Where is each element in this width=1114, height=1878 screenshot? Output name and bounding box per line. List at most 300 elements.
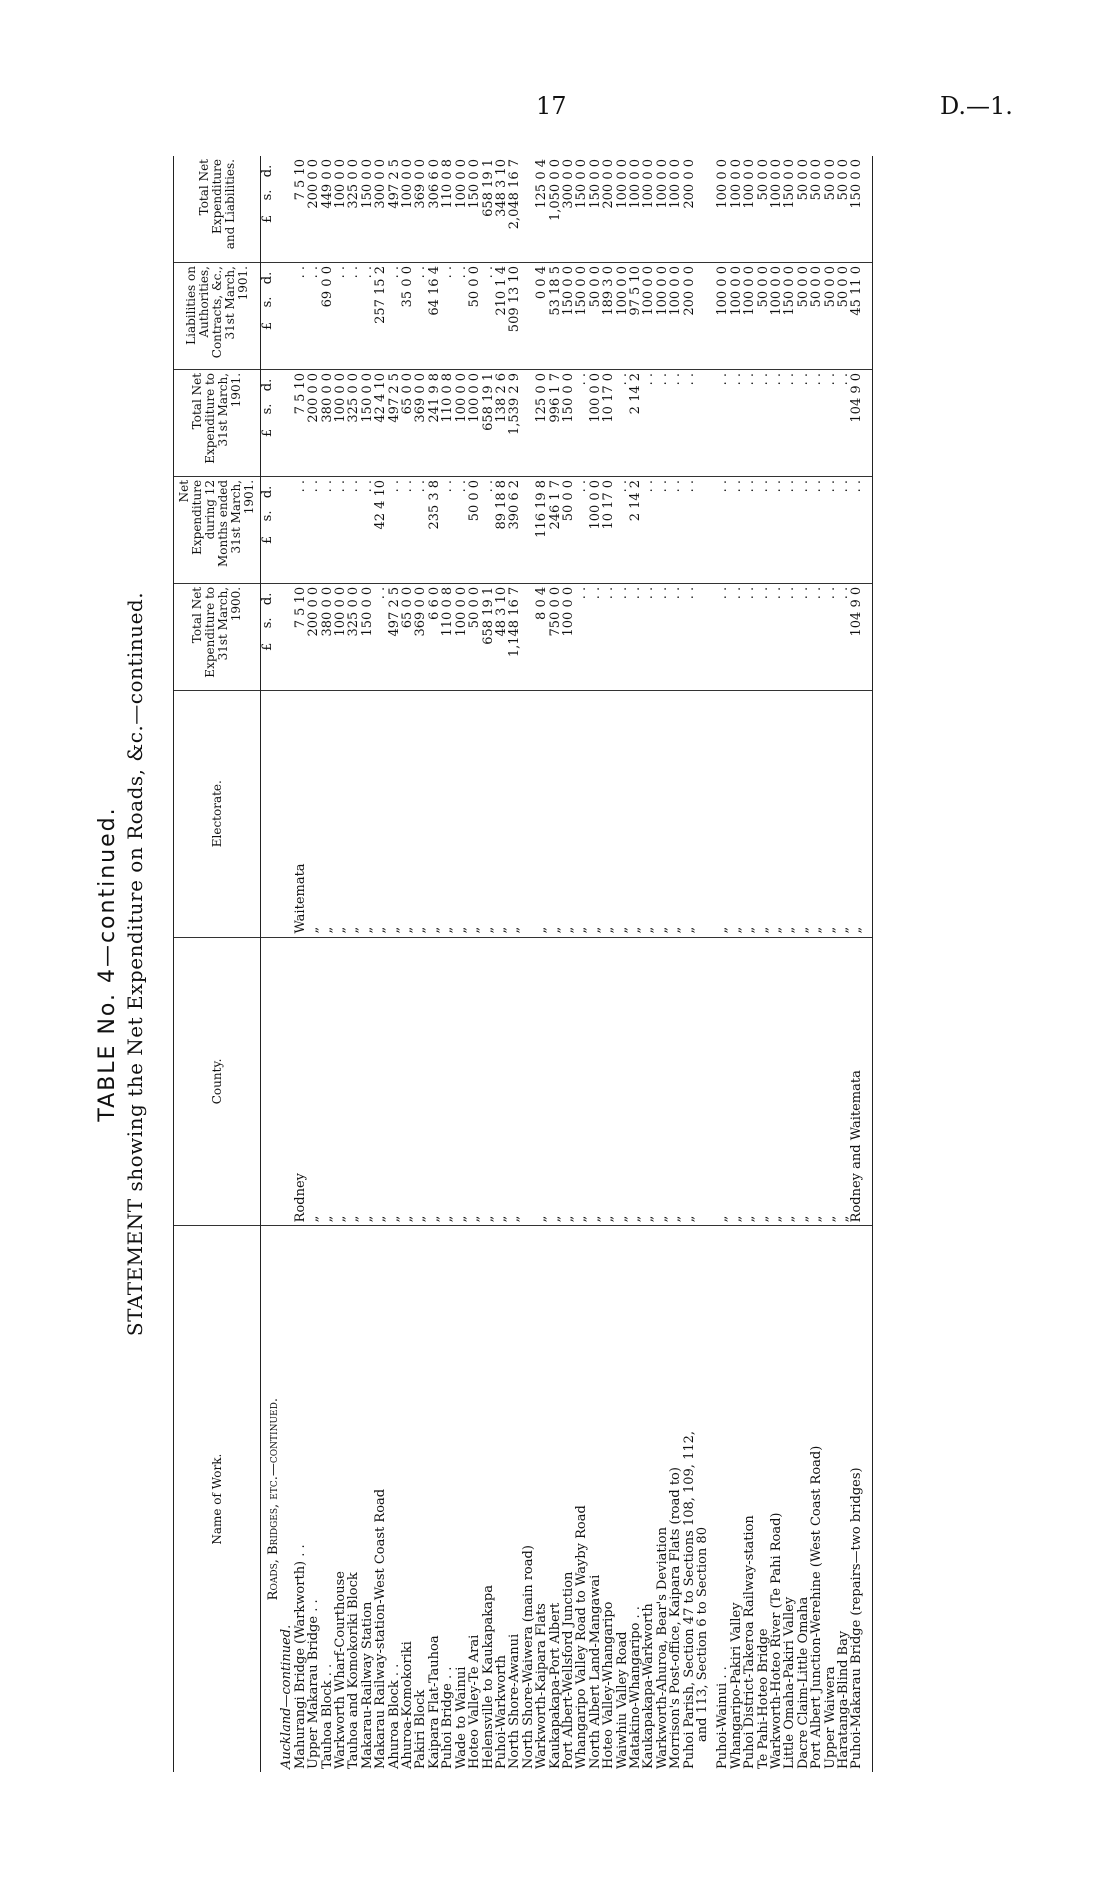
liabilities-cell: 100 0 0 [730, 263, 743, 370]
units-row [261, 156, 281, 1772]
county-cell: „ [441, 937, 454, 1226]
work-name-cell: Morrison's Post-office, Kaipara Flats (road to) [668, 1467, 684, 1769]
net-12-months-cell: 235 3 8 [428, 476, 441, 583]
net-12-months-cell: . . [669, 476, 682, 583]
total-with-liabilities-cell: 100 0 0 [770, 156, 783, 263]
total-1901-cell: 10 17 0 [602, 369, 615, 476]
section-title: Roads, Bridges, etc.—continued. [266, 1398, 281, 1601]
county-cell: „ [642, 937, 655, 1226]
total-1900-cell: . . [824, 583, 837, 690]
total-with-liabilities-cell: 369 0 0 [414, 156, 427, 263]
table-row [334, 156, 347, 1772]
total-1901-cell: 100 0 0 [468, 369, 481, 476]
table-row [388, 156, 401, 1772]
total-with-liabilities-cell: 658 19 1 [482, 156, 495, 263]
units-cell: £s.d. [261, 583, 281, 690]
electorate-cell: „ [575, 690, 588, 937]
header-total-1901: Total Net Expenditure to 31st March, 1901. [174, 369, 261, 476]
total-1901-cell: 65 0 0 [401, 369, 414, 476]
table-row [850, 156, 872, 1772]
work-name-cell: Puhoi-Makarau Bridge (repairs—two bridges) [850, 1226, 872, 1772]
total-1900-cell: . . [797, 583, 810, 690]
county-cell: „ [334, 937, 347, 1226]
net-12-months-cell: . . [334, 476, 347, 583]
liabilities-cell: 100 0 0 [669, 263, 682, 370]
liabilities-cell: 150 0 0 [562, 263, 575, 370]
liabilities-cell: 50 0 0 [468, 263, 481, 370]
work-name-cell: Hoteo Valley-Te Arai [467, 1634, 483, 1769]
county-cell: „ [455, 937, 468, 1226]
table-row [824, 156, 837, 1772]
liabilities-cell: 509 13 10 [508, 263, 521, 370]
net-12-months-cell: . . [797, 476, 810, 583]
total-1900-cell: 750 0 0 [549, 583, 562, 690]
liabilities-cell: 50 0 0 [837, 263, 850, 370]
total-with-liabilities-cell: 100 0 0 [642, 156, 655, 263]
total-with-liabilities-cell: 150 0 0 [850, 156, 872, 263]
work-name-cell: Puhoi District-Takeroa Railway-station [742, 1515, 758, 1769]
work-name-cell: Ahuroa Block . . [386, 1663, 402, 1769]
total-1900-cell: . . [656, 583, 669, 690]
net-12-months-cell: . . [455, 476, 468, 583]
liabilities-cell [522, 263, 535, 370]
total-with-liabilities-cell: 50 0 0 [810, 156, 823, 263]
total-1900-cell: 100 0 0 [334, 583, 347, 690]
total-1900-cell [522, 583, 535, 690]
electorate-cell: „ [683, 690, 696, 937]
electorate-cell: „ [414, 690, 427, 937]
total-1900-cell [696, 583, 709, 690]
total-1900-cell: 65 0 0 [401, 583, 414, 690]
net-12-months-cell: . . [783, 476, 796, 583]
total-1900-cell: . . [629, 583, 642, 690]
work-name-cell: North Shore-Awanui [507, 1633, 523, 1769]
net-12-months-cell: . . [683, 476, 696, 583]
table-row [797, 156, 810, 1772]
work-name-cell: Ahuroa-Komokoriki [400, 1641, 416, 1769]
total-with-liabilities-cell: 100 0 0 [401, 156, 414, 263]
liabilities-cell: . . [361, 263, 374, 370]
work-name-cell: North Shore-Waiwera (main road) [520, 1545, 536, 1769]
electorate-cell: „ [730, 690, 743, 937]
total-1900-cell: . . [810, 583, 823, 690]
work-name-cell: North Albert Land-Mangawai [587, 1574, 603, 1769]
total-1900-cell: . . [616, 583, 629, 690]
county-cell: „ [629, 937, 642, 1226]
total-1900-cell: . . [730, 583, 743, 690]
liabilities-cell: 50 0 0 [797, 263, 810, 370]
county-cell: „ [347, 937, 360, 1226]
electorate-cell: „ [642, 690, 655, 937]
work-name-cell: Puhoi-Wainui . . [715, 1666, 731, 1769]
work-name-cell: Kaipara Flat-Tauhoa [426, 1635, 442, 1769]
work-name-cell: Helensville to Kaukapakapa [480, 1585, 496, 1769]
header-electorate: Electorate. [174, 690, 261, 937]
table-row [757, 156, 770, 1772]
table-row [602, 156, 615, 1772]
electorate-cell: „ [321, 690, 334, 937]
total-1901-cell: . . [730, 369, 743, 476]
total-1901-cell: . . [669, 369, 682, 476]
total-1900-cell: . . [770, 583, 783, 690]
total-1901-cell: . . [837, 369, 850, 476]
header-county: County. [174, 937, 261, 1226]
total-with-liabilities-cell: 100 0 0 [730, 156, 743, 263]
county-cell [522, 937, 535, 1226]
liabilities-cell: 69 0 0 [321, 263, 334, 370]
total-with-liabilities-cell: 449 0 0 [321, 156, 334, 263]
net-12-months-cell: 89 18 8 [495, 476, 508, 583]
work-name-cell: Warkworth-Hoteo River (Te Pahi Road) [769, 1512, 785, 1769]
electorate-cell: „ [428, 690, 441, 937]
table-row [656, 156, 669, 1772]
table-row [783, 156, 796, 1772]
total-1901-cell: 497 2 5 [388, 369, 401, 476]
total-with-liabilities-cell: 100 0 0 [656, 156, 669, 263]
total-1901-cell: 104 9 0 [850, 369, 872, 476]
electorate-cell: „ [602, 690, 615, 937]
total-1900-cell: . . [602, 583, 615, 690]
table-row [683, 156, 696, 1772]
liabilities-cell: 200 0 0 [683, 263, 696, 370]
units-cell: £s.d. [261, 369, 281, 476]
net-12-months-cell: . . [824, 476, 837, 583]
liabilities-cell: 100 0 0 [642, 263, 655, 370]
table-row [347, 156, 360, 1772]
electorate-cell: „ [495, 690, 508, 937]
electorate-cell: „ [468, 690, 481, 937]
total-with-liabilities-cell: 348 3 10 [495, 156, 508, 263]
electorate-cell: „ [824, 690, 837, 937]
table-row [629, 156, 642, 1772]
work-name-cell: Whangaripo-Pakiri Valley [728, 1602, 744, 1769]
units-cell: £s.d. [261, 476, 281, 583]
total-1901-cell: . . [757, 369, 770, 476]
electorate-cell: „ [757, 690, 770, 937]
table-row [508, 156, 521, 1772]
header-name-of-work: Name of Work. [174, 1226, 261, 1772]
net-12-months-cell: . . [482, 476, 495, 583]
liabilities-cell: 189 3 0 [602, 263, 615, 370]
net-12-months-cell: 10 17 0 [602, 476, 615, 583]
county-cell: „ [428, 937, 441, 1226]
electorate-cell: „ [361, 690, 374, 937]
net-12-months-cell: 390 6 2 [508, 476, 521, 583]
total-1901-cell: . . [810, 369, 823, 476]
total-with-liabilities-cell: 150 0 0 [361, 156, 374, 263]
total-1900-cell: 7 5 10 [294, 583, 307, 690]
liabilities-cell: . . [294, 263, 307, 370]
total-1901-cell: . . [783, 369, 796, 476]
table-row [428, 156, 441, 1772]
table-row [616, 156, 629, 1772]
work-name-cell: Whangaripo Valley Road to Wayby Road [574, 1505, 590, 1769]
table-row [709, 156, 729, 1772]
liabilities-cell: . . [414, 263, 427, 370]
electorate-cell: „ [441, 690, 454, 937]
work-name-cell: Makarau Railway-station-West Coast Road [373, 1488, 389, 1769]
liabilities-cell: . . [334, 263, 347, 370]
total-1900-cell: 48 3 10 [495, 583, 508, 690]
total-with-liabilities-cell: 50 0 0 [837, 156, 850, 263]
page-number: 17 [536, 92, 567, 120]
liabilities-cell: 257 15 2 [374, 263, 387, 370]
total-1900-cell: . . [589, 583, 602, 690]
county-cell: „ [683, 937, 696, 1226]
net-12-months-cell [522, 476, 535, 583]
table-row [669, 156, 682, 1772]
total-with-liabilities-cell: 100 0 0 [629, 156, 642, 263]
total-with-liabilities-cell: 2,048 16 7 [508, 156, 521, 263]
liabilities-cell: 97 5 10 [629, 263, 642, 370]
total-1901-cell: . . [797, 369, 810, 476]
electorate-cell: „ [743, 690, 756, 937]
total-1900-cell: 104 9 0 [850, 583, 872, 690]
net-12-months-cell [696, 476, 709, 583]
table-row [575, 156, 588, 1772]
net-12-months-cell: . . [321, 476, 334, 583]
total-1901-cell: 42 4 10 [374, 369, 387, 476]
units-cell: £s.d. [261, 156, 281, 263]
total-1900-cell: 380 0 0 [321, 583, 334, 690]
total-1900-cell: 200 0 0 [307, 583, 320, 690]
electorate-cell: „ [783, 690, 796, 937]
net-12-months-cell: . . [388, 476, 401, 583]
net-12-months-cell: . . [414, 476, 427, 583]
total-1900-cell: 100 0 0 [562, 583, 575, 690]
liabilities-cell: 50 0 0 [824, 263, 837, 370]
county-cell: „ [656, 937, 669, 1226]
total-1901-cell: 150 0 0 [361, 369, 374, 476]
document-reference: D.—1. [940, 92, 1013, 120]
electorate-cell: „ [669, 690, 682, 937]
county-cell: „ [757, 937, 770, 1226]
work-name-cell: Port Albert Junction-Werehine (West Coast Road) [809, 1445, 825, 1769]
liabilities-cell: . . [482, 263, 495, 370]
county-cell: „ [824, 937, 837, 1226]
table-row [730, 156, 743, 1772]
total-with-liabilities-cell: 110 0 8 [441, 156, 454, 263]
table-row [401, 156, 414, 1772]
electorate-cell: „ [589, 690, 602, 937]
county-cell: „ [495, 937, 508, 1226]
total-1901-cell: 996 1 7 [549, 369, 562, 476]
district-title: Auckland—continued. [279, 1624, 295, 1769]
liabilities-cell: 50 0 0 [589, 263, 602, 370]
table-row [589, 156, 602, 1772]
header-net-12-months: Net Expenditure during 12 Months ended 31st March, 1901. [174, 476, 261, 583]
table-number-caption: TABLE No. 4—continued. [95, 806, 120, 1122]
table-row [743, 156, 756, 1772]
county-cell: „ [797, 937, 810, 1226]
liabilities-cell: 210 1 4 [495, 263, 508, 370]
total-1901-cell: 110 0 8 [441, 369, 454, 476]
work-name-cell: Makarau-Railway Station [359, 1601, 375, 1769]
electorate-cell: „ [334, 690, 347, 937]
liabilities-cell: . . [307, 263, 320, 370]
electorate-cell: „ [549, 690, 562, 937]
table-row [495, 156, 508, 1772]
total-with-liabilities-cell: 100 0 0 [616, 156, 629, 263]
total-with-liabilities-cell: 306 6 0 [428, 156, 441, 263]
electorate-cell [522, 690, 535, 937]
county-cell: „ [549, 937, 562, 1226]
liabilities-cell [696, 263, 709, 370]
county-cell: „ [508, 937, 521, 1226]
total-1900-cell: 150 0 0 [361, 583, 374, 690]
total-1901-cell: 100 0 0 [455, 369, 468, 476]
net-12-months-cell: 100 0 0 [589, 476, 602, 583]
county-cell: „ [602, 937, 615, 1226]
net-12-months-cell: . . [743, 476, 756, 583]
net-12-months-cell: . . [642, 476, 655, 583]
total-with-liabilities-cell: 100 0 0 [709, 156, 729, 263]
electorate-cell: „ [535, 690, 548, 937]
total-1900-cell: 325 0 0 [347, 583, 360, 690]
total-1900-cell: 100 0 0 [455, 583, 468, 690]
liabilities-cell: 35 0 0 [401, 263, 414, 370]
total-1901-cell: 100 0 0 [589, 369, 602, 476]
table-row [522, 156, 535, 1772]
total-with-liabilities-cell: 100 0 0 [743, 156, 756, 263]
header-liabilities: Liabilities on Authorities, Contracts, &c., 31st March, 1901. [174, 263, 261, 370]
district-row [280, 156, 293, 1772]
table-row [696, 156, 709, 1772]
total-with-liabilities-cell: 200 0 0 [683, 156, 696, 263]
county-cell: „ [575, 937, 588, 1226]
total-1900-cell: 110 0 8 [441, 583, 454, 690]
total-1900-cell: 50 0 0 [468, 583, 481, 690]
total-1900-cell: . . [374, 583, 387, 690]
table-row [770, 156, 783, 1772]
county-cell: „ [783, 937, 796, 1226]
liabilities-cell: 53 18 5 [549, 263, 562, 370]
work-name-cell: and 113, Section 6 to Section 80 [695, 1527, 710, 1742]
total-1901-cell: 2 14 2 [629, 369, 642, 476]
liabilities-cell: . . [388, 263, 401, 370]
total-1900-cell: 369 0 0 [414, 583, 427, 690]
liabilities-cell: 100 0 0 [616, 263, 629, 370]
total-1900-cell: 658 19 1 [482, 583, 495, 690]
net-12-months-cell: 246 1 7 [549, 476, 562, 583]
electorate-cell: „ [374, 690, 387, 937]
total-with-liabilities-cell [522, 156, 535, 263]
total-1900-cell: . . [783, 583, 796, 690]
table-row [468, 156, 481, 1772]
county-cell [696, 937, 709, 1226]
total-1901-cell: 658 19 1 [482, 369, 495, 476]
liabilities-cell: . . [441, 263, 454, 370]
total-1900-cell: . . [642, 583, 655, 690]
total-1900-cell: 1,148 16 7 [508, 583, 521, 690]
net-12-months-cell: . . [770, 476, 783, 583]
county-cell: „ [770, 937, 783, 1226]
liabilities-cell: 45 11 0 [850, 263, 872, 370]
county-cell: „ [616, 937, 629, 1226]
total-1901-cell: . . [656, 369, 669, 476]
net-12-months-cell: . . [294, 476, 307, 583]
electorate-cell: „ [482, 690, 495, 937]
net-12-months-cell: . . [575, 476, 588, 583]
total-1901-cell: . . [770, 369, 783, 476]
total-with-liabilities-cell: 50 0 0 [797, 156, 810, 263]
electorate-cell: „ [770, 690, 783, 937]
net-12-months-cell: . . [656, 476, 669, 583]
county-cell: „ [562, 937, 575, 1226]
table-row [562, 156, 575, 1772]
total-1901-cell: 325 0 0 [347, 369, 360, 476]
total-with-liabilities-cell [696, 156, 709, 263]
liabilities-cell: . . [455, 263, 468, 370]
county-cell: „ [810, 937, 823, 1226]
units-cell: £s.d. [261, 263, 281, 370]
electorate-cell: „ [562, 690, 575, 937]
county-cell: „ [468, 937, 481, 1226]
county-cell: „ [414, 937, 427, 1226]
total-1900-cell: 8 0 4 [535, 583, 548, 690]
net-12-months-cell: . . [730, 476, 743, 583]
work-name-cell: Hoteo Valley-Whangaripo [601, 1601, 617, 1769]
work-name-cell: Wade to Wainui [453, 1666, 469, 1769]
liabilities-cell: 100 0 0 [709, 263, 729, 370]
total-1900-cell: . . [669, 583, 682, 690]
total-1900-cell: . . [575, 583, 588, 690]
work-name-cell: Kaukapakapa-Port Albert [547, 1602, 563, 1769]
liabilities-cell: 100 0 0 [656, 263, 669, 370]
total-with-liabilities-cell: 200 0 0 [602, 156, 615, 263]
electorate-cell: „ [508, 690, 521, 937]
total-1901-cell: . . [743, 369, 756, 476]
county-cell: „ [669, 937, 682, 1226]
work-name-cell: Dacre Claim-Little Omaha [795, 1596, 811, 1769]
county-cell: „ [482, 937, 495, 1226]
county-cell: „ [374, 937, 387, 1226]
work-name-cell: Upper Makarau Bridge . . [306, 1599, 322, 1769]
net-12-months-cell: 2 14 2 [629, 476, 642, 583]
total-1901-cell: 200 0 0 [307, 369, 320, 476]
electorate-cell: „ [629, 690, 642, 937]
net-12-months-cell: 42 4 10 [374, 476, 387, 583]
liabilities-cell: . . [347, 263, 360, 370]
total-1901-cell: 100 0 0 [334, 369, 347, 476]
total-1900-cell: 497 2 5 [388, 583, 401, 690]
net-12-months-cell: . . [616, 476, 629, 583]
work-name-cell: Warkworth-Kaipara Flats [534, 1603, 550, 1769]
total-with-liabilities-cell: 300 0 0 [562, 156, 575, 263]
total-with-liabilities-cell: 150 0 0 [783, 156, 796, 263]
work-name-cell: Mahurangi Bridge (Warkworth) . . [292, 1544, 308, 1769]
total-with-liabilities-cell: 7 5 10 [294, 156, 307, 263]
table-row [455, 156, 468, 1772]
electorate-cell: Waitemata [294, 690, 307, 937]
work-name-cell: Te Pahi-Hoteo Bridge [755, 1628, 771, 1769]
table-row [482, 156, 495, 1772]
county-cell: „ [837, 937, 850, 1226]
total-with-liabilities-cell: 200 0 0 [307, 156, 320, 263]
total-with-liabilities-cell: 50 0 0 [757, 156, 770, 263]
net-12-months-cell: . . [757, 476, 770, 583]
total-1901-cell: 1,539 2 9 [508, 369, 521, 476]
county-cell: „ [361, 937, 374, 1226]
county-cell: Rodney [294, 937, 307, 1226]
work-name-cell: Kaukapakapa-Warkworth [641, 1603, 657, 1769]
county-cell: „ [589, 937, 602, 1226]
total-1901-cell: . . [642, 369, 655, 476]
work-name-cell: Port Albert-Wellsford Junction [560, 1571, 576, 1769]
electorate-cell: „ [850, 690, 872, 937]
work-name-cell: Matakino-Whangaripo . . [627, 1606, 643, 1769]
liabilities-cell: 100 0 0 [743, 263, 756, 370]
